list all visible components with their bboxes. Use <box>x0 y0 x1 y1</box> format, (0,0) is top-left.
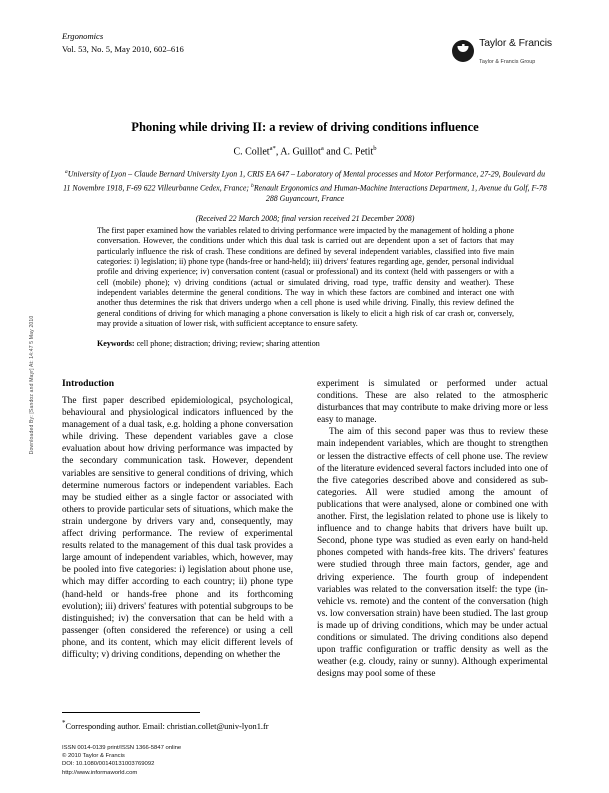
column-left <box>62 378 293 680</box>
body-columns <box>62 378 548 680</box>
keywords <box>97 339 514 350</box>
abstract-text: The first paper examined how the variables related to driving performance were impacted by the management of holding a phone conversation. However, the conditions under which this dual task is carried out are dependent upon a set of factors that may particularly influence the risk of crash. These conditions are defined by several independent variables, classified into five main categories: i) legislation; ii) phone type (hands-free or hand-held); iii) drivers' features regarding age, gender, personal individual profile and driving experience; iv) conversation content (casual or professional) and its context (held with passengers or with a cell (mobile) phone); v) driving conditions (actual or simulated driving, road type, traffic density and weather). These independent variables determine the general conditions. The way in which these factors are combined and interact one with another thus determines the risk that drivers undergo when a cell phone is used while driving. Finally, this review defined the general conditions of driving for which managing a phone conversation is likely to elicit a high risk of car crash or, conversely, may provide a situation of lower risk, with sufficient acceptance to ensure safety. <box>97 226 514 329</box>
footnote-divider <box>62 712 200 713</box>
corresponding-author-text: Corresponding author. Email: christian.collet@univ-lyon1.fr <box>65 721 269 731</box>
masthead <box>62 30 552 86</box>
body-paragraph: The first paper described epidemiological, psychological, behavioural and physiological indicators influenced by the management of a dual task, e.g. holding a phone conversation while driving. These dependent variables gave a close evaluation about how driving performance was impacted by the secondary communication task. However, dependent variables are sensitive to general conditions of driving, which determine numerous factors or independent variables. Each may be studied either as a single factor or associated with others to provide particular sets of situations, which make the strain undergone by drivers vary and, consequently, may affect driving performance. The review of experimental results related to the management of this dual task provides a large amount of independent variables, which, however, may be pooled into five categories: i) legislation about phone use, which may differ according to each country; ii) phone type (hand-held or hands-free phone and its forthcoming evolution); iii) drivers' features with potential subgroups to be distinguished; iv) the conversation that can be held with a passenger (often considered the reference) or using a cell phone, and its content, which may elicit different levels of difficulty; v) driving conditions, depending on whether the <box>62 396 293 660</box>
keywords-value: cell phone; distraction; driving; review; sharing attention <box>134 339 320 349</box>
author-1-name: C. Collet <box>233 146 270 158</box>
section-heading-introduction: Introduction <box>62 378 115 389</box>
author-separator-1: , <box>275 146 281 158</box>
publisher-logo <box>452 34 552 68</box>
affiliation-list <box>62 167 548 204</box>
author-separator-2: and <box>323 146 344 158</box>
received-dates: (Received 22 March 2008; final version received 21 December 2008) <box>195 214 415 224</box>
corresponding-author-marker: * <box>272 145 276 152</box>
affiliation-b-text: Renault Ergonomics and Human-Machine Interactions Department, 1, Avenue du Golf, F-78 288 Guyancourt, France <box>253 183 547 203</box>
affiliation-a-text: University of Lyon – Claude Bernard University Lyon 1, CRIS EA 647 – Laboratory of Mental processes and Motor Performance, 27-29, Boulevard du 11 Novembre 1918, F-69 622 Villeurbanne Cedex, France; <box>63 169 546 193</box>
abstract-block <box>97 226 514 350</box>
corresponding-author-note <box>62 718 362 732</box>
issn-line: ISSN 0014-0139 print/ISSN 1366-5847 online <box>62 745 182 751</box>
keywords-label: Keywords: <box>97 339 135 349</box>
doi-line: DOI: 10.1080/00140131003769092 <box>62 761 155 768</box>
body-paragraph: experiment is simulated or performed under actual conditions. These are also related to the atmospheric disturbances that may contribute to make driving more or less easy to manage. <box>317 379 548 426</box>
author-3-name: C. Petit <box>343 146 374 158</box>
corresponding-marker: * <box>62 719 66 727</box>
publisher-url: http://www.informaworld.com <box>62 769 138 776</box>
publisher-name: Taylor & Francis <box>479 38 552 49</box>
affiliation-a-marker: a <box>64 169 68 176</box>
author-1-affiliation-marker: a <box>269 145 273 152</box>
author-list <box>62 142 548 158</box>
title-block <box>62 120 548 224</box>
publisher-wordmark <box>479 34 552 68</box>
journal-issue-line: Vol. 53, No. 5, May 2010, 602–616 <box>62 44 184 54</box>
journal-name: Ergonomics <box>62 31 104 41</box>
taylor-francis-emblem-icon <box>452 40 474 62</box>
author-3-affiliation-marker: b <box>373 145 377 152</box>
copyright-line: © 2010 Taylor & Francis <box>62 753 125 760</box>
page-title: Phoning while driving II: a review of driving conditions influence <box>131 120 479 134</box>
author-2-name: A. Guillot <box>280 146 321 158</box>
column-right <box>317 378 548 680</box>
imprint-block <box>62 744 362 777</box>
author-2-affiliation-marker: a <box>320 145 324 152</box>
affiliation-b-marker: b <box>251 182 254 189</box>
publisher-group: Taylor & Francis Group <box>479 58 536 65</box>
body-paragraph: The aim of this second paper was thus to review these main independent variables, which are thought to strengthen or lessen the distractive effects of cell phone use. The review of the literature evidenced several factors included into one of the five categories described above and considered as sub-categories. All were studied among the amount of publications that were analysed, alone or combined one with another. First, the legislation related to phone use is likely to influence and to change habits that drivers have built up. Second, phone type was studied as even early on hand-held phones competed with hands-free kits. The drivers' features were studied through three main factors, gender, age and driving experience. The fourth group of independent variables was related to the conversation itself: the type (in-vehicle vs. remote) and the content of the conversation (high vs. low conversation strain) have been studied. The last group is made up of driving conditions, which may be under actual conditions or simulated. The driving conditions also depend upon traffic configuration or traffic density as well as the weather (e.g. cloudy, rainy or sunny). Although experimental designs may pool some of these <box>317 427 548 680</box>
download-stamp: Downloaded By: [Sandoz and Mayr] At: 14:47 5 May 2010 <box>29 315 35 455</box>
